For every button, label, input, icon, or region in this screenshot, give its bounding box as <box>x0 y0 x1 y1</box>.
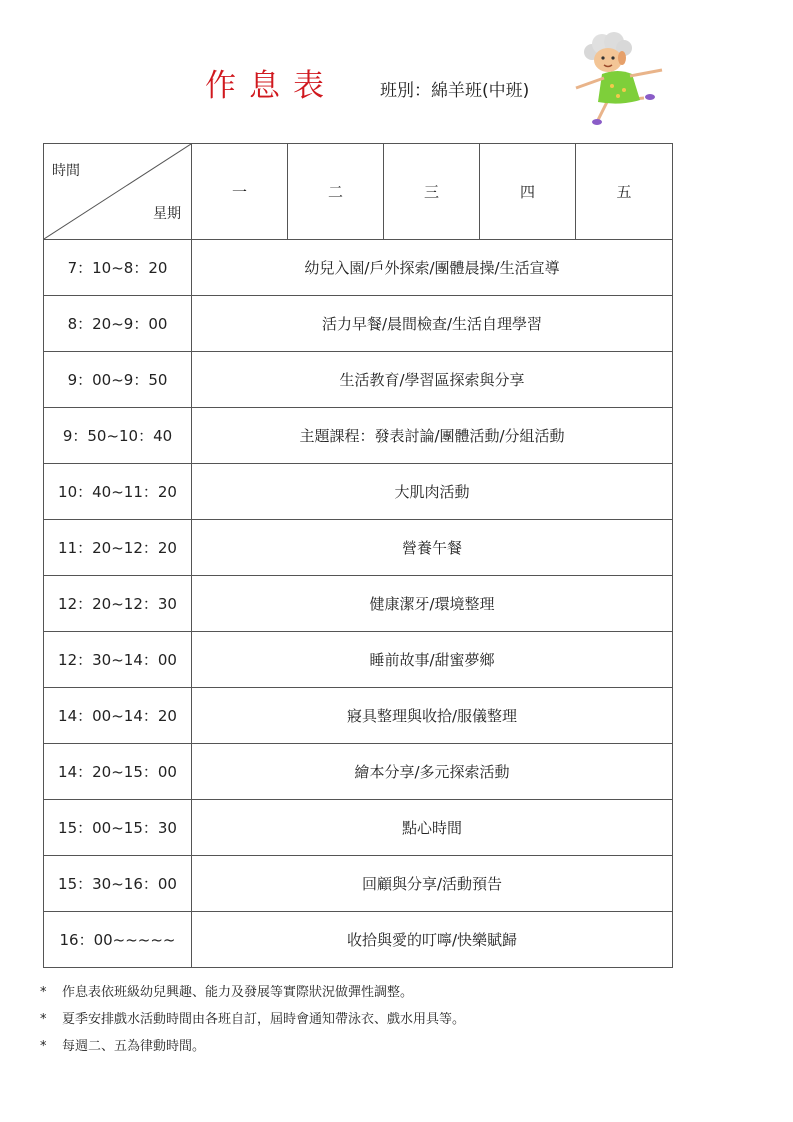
time-cell: 15：00~15：30 <box>44 800 192 856</box>
activity-cell: 寢具整理與收拾/服儀整理 <box>192 688 673 744</box>
note-marker: * <box>40 1039 47 1054</box>
corner-time-label: 時間 <box>52 163 80 179</box>
table-row <box>44 408 673 464</box>
day-header-1: 一 <box>192 144 288 240</box>
table-row <box>44 240 673 296</box>
schedule-table <box>43 143 673 968</box>
time-cell: 9：50~10：40 <box>44 408 192 464</box>
table-row <box>44 744 673 800</box>
class-label: 班別：綿羊班(中班) <box>380 81 530 101</box>
table-row <box>44 352 673 408</box>
activity-cell: 回顧與分享/活動預告 <box>192 856 673 912</box>
time-cell: 14：20~15：00 <box>44 744 192 800</box>
time-cell: 11：20~12：20 <box>44 520 192 576</box>
time-cell: 7：10~8：20 <box>44 240 192 296</box>
table-row <box>44 912 673 968</box>
note-text: 夏季安排戲水活動時間由各班自訂，屆時會通知帶泳衣、戲水用具等。 <box>62 1012 466 1027</box>
notes-list <box>40 984 740 1065</box>
time-cell: 9：00~9：50 <box>44 352 192 408</box>
time-cell: 8：20~9：00 <box>44 296 192 352</box>
corner-week-label: 星期 <box>153 206 181 222</box>
activity-cell: 主題課程：發表討論/團體活動/分組活動 <box>192 408 673 464</box>
time-cell: 14：00~14：20 <box>44 688 192 744</box>
table-header-row <box>44 144 673 240</box>
time-cell: 12：30~14：00 <box>44 632 192 688</box>
activity-cell: 睡前故事/甜蜜夢鄉 <box>192 632 673 688</box>
activity-cell: 收拾與愛的叮嚀/快樂賦歸 <box>192 912 673 968</box>
note-marker: * <box>40 985 47 1000</box>
day-header-2: 二 <box>288 144 384 240</box>
table-row <box>44 632 673 688</box>
activity-cell: 營養午餐 <box>192 520 673 576</box>
time-cell: 12：20~12：30 <box>44 576 192 632</box>
activity-cell: 繪本分享/多元探索活動 <box>192 744 673 800</box>
note-text: 作息表依班級幼兒興趣、能力及發展等實際狀況做彈性調整。 <box>62 985 414 1000</box>
note-item <box>40 1038 740 1065</box>
activity-cell: 點心時間 <box>192 800 673 856</box>
corner-header-cell <box>44 144 192 240</box>
activity-cell: 健康潔牙/環境整理 <box>192 576 673 632</box>
activity-cell: 幼兒入園/戶外探索/團體晨操/生活宣導 <box>192 240 673 296</box>
day-header-3: 三 <box>384 144 480 240</box>
table-row <box>44 856 673 912</box>
activity-cell: 生活教育/學習區探索與分享 <box>192 352 673 408</box>
table-row <box>44 800 673 856</box>
activity-cell: 大肌肉活動 <box>192 464 673 520</box>
activity-cell: 活力早餐/晨間檢查/生活自理學習 <box>192 296 673 352</box>
table-row <box>44 296 673 352</box>
sheep-mascot-icon <box>566 30 672 130</box>
page-title: 作息表 <box>205 68 337 104</box>
day-header-4: 四 <box>480 144 576 240</box>
day-header-5: 五 <box>576 144 673 240</box>
time-cell: 16：00~~~~~ <box>44 912 192 968</box>
note-item <box>40 1011 740 1038</box>
time-cell: 10：40~11：20 <box>44 464 192 520</box>
note-text: 每週二、五為律動時間。 <box>62 1039 206 1054</box>
table-row <box>44 520 673 576</box>
table-row <box>44 464 673 520</box>
diagonal-line <box>44 144 191 239</box>
time-cell: 15：30~16：00 <box>44 856 192 912</box>
table-row <box>44 576 673 632</box>
note-item <box>40 984 740 1011</box>
note-marker: * <box>40 1012 47 1027</box>
table-row <box>44 688 673 744</box>
